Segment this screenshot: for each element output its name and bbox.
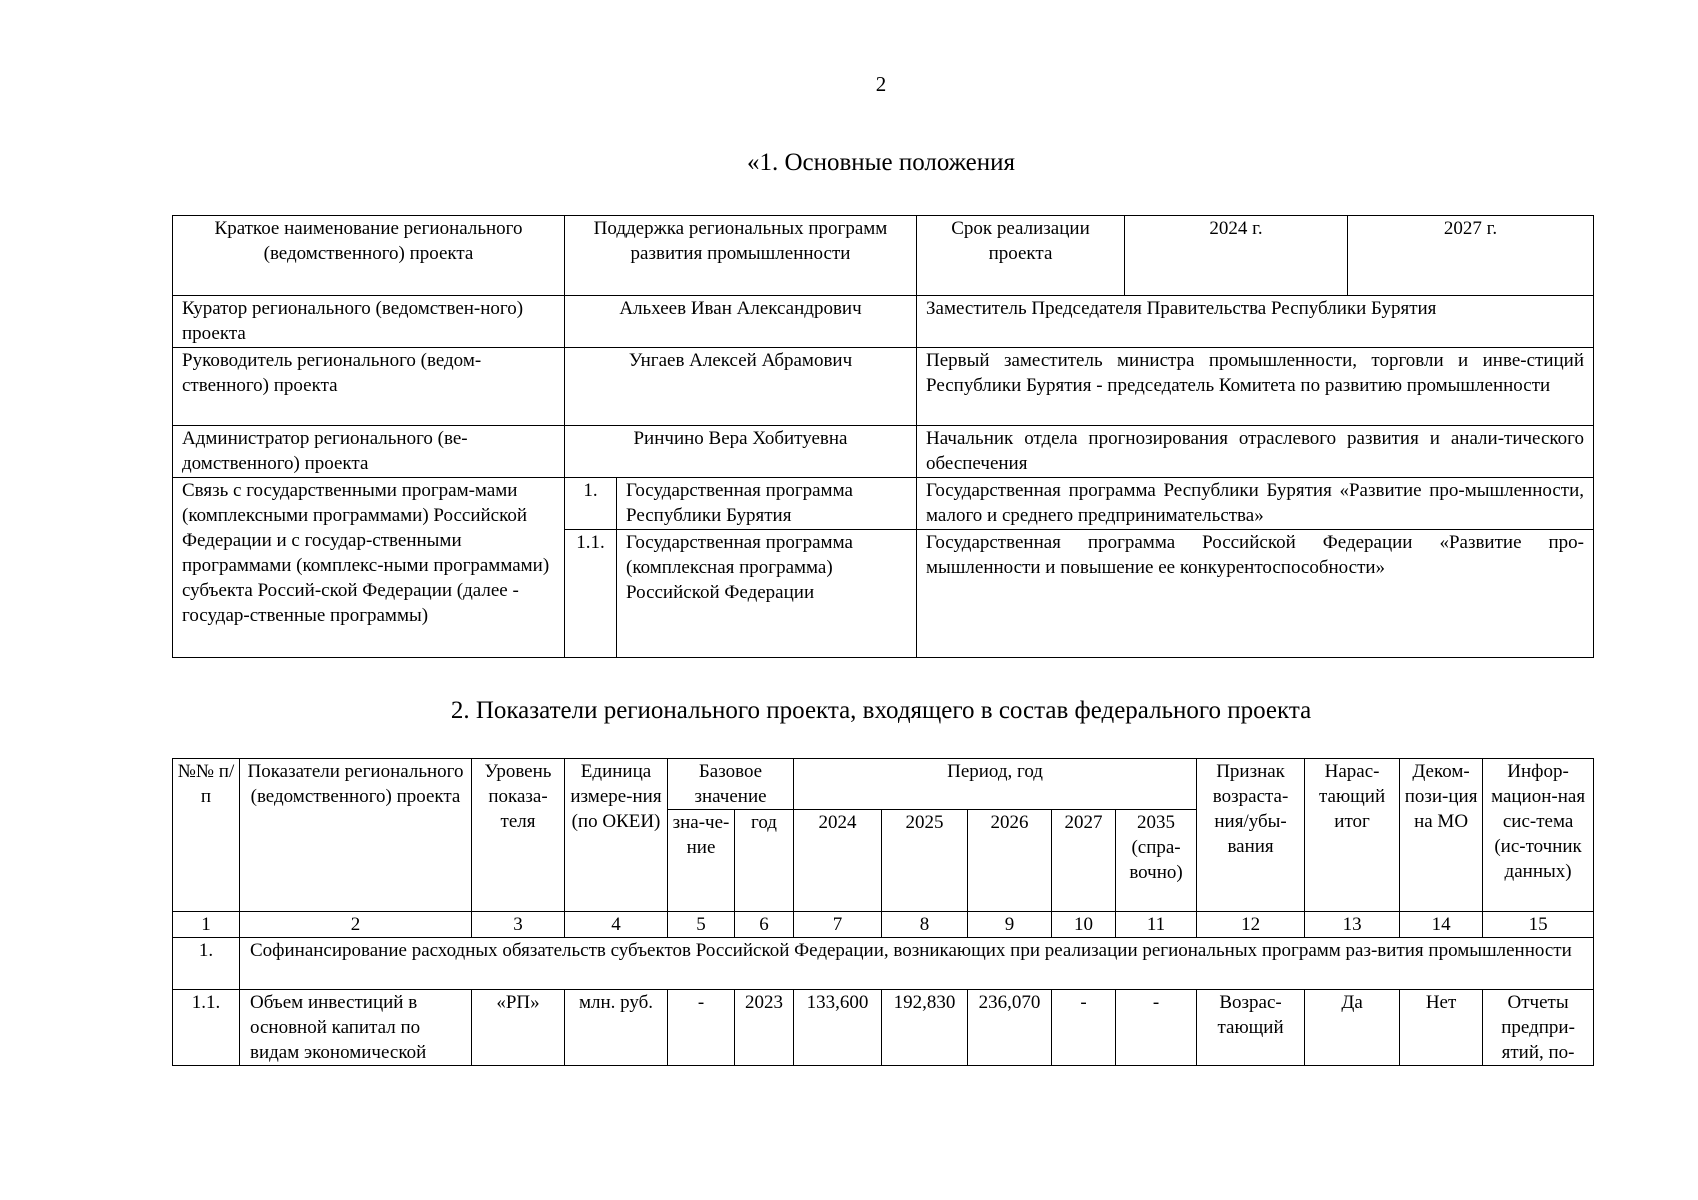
indicators-table (172, 758, 1594, 1066)
column-number: 11 (1116, 912, 1197, 938)
section-1-title: «1. Основные положения (746, 149, 1016, 176)
header-base-year: год (735, 810, 794, 912)
header-year-2024: 2024 (794, 810, 882, 912)
column-numbers-row (173, 912, 1594, 938)
header-sign: Признак возраста-ния/убы-вания (1197, 759, 1305, 912)
column-number: 3 (472, 912, 565, 938)
curator-name: Альхеев Иван Александрович (565, 296, 917, 348)
header-level: Уровень показа-теля (472, 759, 565, 912)
section-2-title: 2. Показатели регионального проекта, входящего в состав федерального проекта (450, 697, 1312, 724)
program-type: Государственная программа (комплексная программа) Российской Федерации (617, 530, 917, 658)
header-year-2027: 2027 (1052, 810, 1116, 912)
column-number: 13 (1305, 912, 1400, 938)
term-end: 2027 г. (1348, 216, 1594, 296)
short-name-label: Краткое наименование регионального (ведомственного) проекта (173, 216, 565, 296)
row-decomposition: Нет (1400, 990, 1483, 1066)
curator-label: Куратор регионального (ведомствен-ного) проекта (173, 296, 565, 348)
term-label: Срок реализации проекта (917, 216, 1125, 296)
header-period: Период, год (794, 759, 1197, 810)
head-name: Унгаев Алексей Абрамович (565, 348, 917, 426)
row-level: «РП» (472, 990, 565, 1066)
header-year-2035: 2035 (спра-вочно) (1116, 810, 1197, 912)
head-position: Первый заместитель министра промышленности, торговли и инве-стиций Республики Бурятия - председатель Комитета по развитию промышленности (917, 348, 1594, 426)
header-indicator: Показатели регионального (ведомственного) проекта (240, 759, 472, 912)
row-base-value: - (668, 990, 735, 1066)
row-base-year: 2023 (735, 990, 794, 1066)
row-value-2027: - (1052, 990, 1116, 1066)
column-number: 9 (968, 912, 1052, 938)
row-cumulative: Да (1305, 990, 1400, 1066)
head-label: Руководитель регионального (ведом-ственного) проекта (173, 348, 565, 426)
header-cumulative: Нарас-тающий итог (1305, 759, 1400, 912)
group-number: 1. (173, 938, 240, 990)
page-number: 2 (875, 72, 887, 96)
admin-name: Ринчино Вера Хобитуевна (565, 426, 917, 478)
row-info-system: Отчеты предпри-ятий, по- (1483, 990, 1594, 1066)
column-number: 7 (794, 912, 882, 938)
header-base-value: зна-че-ние (668, 810, 735, 912)
short-name-value: Поддержка региональных программ развития промышленности (565, 216, 917, 296)
group-title: Софинансирование расходных обязательств субъектов Российской Федерации, возникающих при реализации региональных программ раз-вития промышленности (240, 938, 1594, 990)
program-number: 1.1. (565, 530, 617, 658)
header-num: №№ п/п (173, 759, 240, 912)
program-number: 1. (565, 478, 617, 530)
curator-position: Заместитель Председателя Правительства Республики Бурятия (917, 296, 1594, 348)
admin-label: Администратор регионального (ве-домственного) проекта (173, 426, 565, 478)
program-link-label: Связь с государственными програм-мами (комплексными программами) Российской Федерации и с государ-ственными программами (комплекс-ными программами) субъекта Россий-ской Федерации (далее - государ-ственные программы) (173, 478, 565, 658)
program-name: Государственная программа Республики Бурятия «Развитие про-мышленности, малого и среднего предпринимательства» (917, 478, 1594, 530)
column-number: 6 (735, 912, 794, 938)
program-name: Государственная программа Российской Федерации «Развитие про-мышленности и повышение ее конкурентоспособности» (917, 530, 1594, 658)
column-number: 14 (1400, 912, 1483, 938)
table-row (173, 990, 1594, 1066)
row-value-2026: 236,070 (968, 990, 1052, 1066)
column-number: 8 (882, 912, 968, 938)
row-value-2024: 133,600 (794, 990, 882, 1066)
header-decomposition: Деком-пози-ция на МО (1400, 759, 1483, 912)
row-unit: млн. руб. (565, 990, 668, 1066)
column-number: 15 (1483, 912, 1594, 938)
program-type: Государственная программа Республики Бурятия (617, 478, 917, 530)
column-number: 10 (1052, 912, 1116, 938)
term-start: 2024 г. (1125, 216, 1348, 296)
row-sign: Возрас-тающий (1197, 990, 1305, 1066)
header-year-2025: 2025 (882, 810, 968, 912)
header-unit: Единица измере-ния (по ОКЕИ) (565, 759, 668, 912)
row-value-2025: 192,830 (882, 990, 968, 1066)
group-row (173, 938, 1594, 990)
header-base: Базовое значение (668, 759, 794, 810)
column-number: 1 (173, 912, 240, 938)
row-number: 1.1. (173, 990, 240, 1066)
row-indicator: Объем инвестиций в основной капитал по видам экономической (240, 990, 472, 1066)
row-value-2035: - (1116, 990, 1197, 1066)
column-number: 5 (668, 912, 735, 938)
admin-position: Начальник отдела прогнозирования отраслевого развития и анали-тического обеспечения (917, 426, 1594, 478)
column-number: 12 (1197, 912, 1305, 938)
column-number: 2 (240, 912, 472, 938)
main-provisions-table (172, 215, 1594, 658)
header-year-2026: 2026 (968, 810, 1052, 912)
header-info-system: Инфор-мацион-ная сис-тема (ис-точник данных) (1483, 759, 1594, 912)
column-number: 4 (565, 912, 668, 938)
